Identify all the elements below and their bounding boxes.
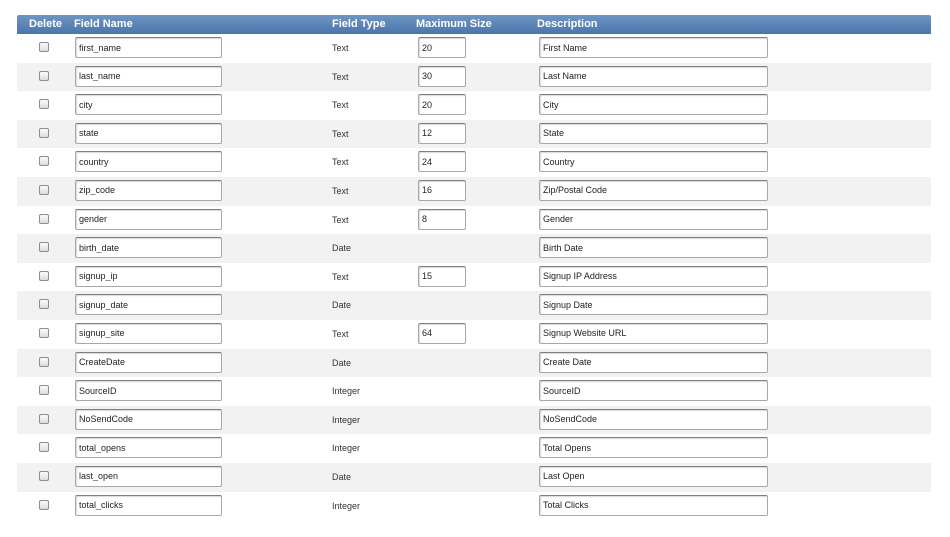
description-input[interactable] — [539, 66, 768, 87]
delete-checkbox[interactable] — [39, 500, 49, 510]
field-name-input[interactable] — [75, 266, 222, 287]
description-input[interactable] — [539, 94, 768, 115]
delete-checkbox[interactable] — [39, 156, 49, 166]
field-name-input[interactable] — [75, 495, 222, 516]
field-type-label: Date — [332, 357, 352, 368]
delete-checkbox[interactable] — [39, 299, 49, 309]
description-input[interactable] — [539, 495, 768, 516]
delete-checkbox[interactable] — [39, 357, 49, 367]
field-type-label: Text — [332, 214, 349, 225]
description-input[interactable] — [539, 437, 768, 458]
maximum-size-input[interactable] — [418, 94, 466, 115]
field-type-label: Integer — [332, 443, 361, 454]
field-type-label: Text — [332, 328, 349, 339]
table-row — [17, 206, 931, 235]
field-name-input[interactable] — [75, 466, 222, 487]
field-type-label: Text — [332, 71, 349, 82]
description-input[interactable] — [539, 466, 768, 487]
header-maximum-size: Maximum Size — [416, 18, 492, 30]
delete-checkbox[interactable] — [39, 99, 49, 109]
field-name-input[interactable] — [75, 66, 222, 87]
table-row — [17, 120, 931, 149]
field-type-label: Text — [332, 100, 349, 111]
table-row — [17, 349, 931, 378]
description-input[interactable] — [539, 151, 768, 172]
table-row — [17, 377, 931, 406]
field-type-label: Integer — [332, 414, 361, 425]
field-name-input[interactable] — [75, 237, 222, 258]
delete-checkbox[interactable] — [39, 128, 49, 138]
description-input[interactable] — [539, 180, 768, 201]
field-name-input[interactable] — [75, 294, 222, 315]
field-name-input[interactable] — [75, 209, 222, 230]
table-row — [17, 234, 931, 263]
field-name-input[interactable] — [75, 352, 222, 373]
maximum-size-input[interactable] — [418, 180, 466, 201]
field-type-label: Text — [332, 128, 349, 139]
field-type-label: Text — [332, 43, 349, 53]
delete-checkbox[interactable] — [39, 414, 49, 424]
maximum-size-input[interactable] — [418, 209, 466, 230]
table-row — [17, 320, 931, 349]
table-row — [17, 406, 931, 435]
field-name-input[interactable] — [75, 37, 222, 58]
description-input[interactable] — [539, 380, 768, 401]
field-name-input[interactable] — [75, 123, 222, 144]
table-row — [17, 463, 931, 492]
delete-checkbox[interactable] — [39, 328, 49, 338]
table-row — [17, 177, 931, 206]
field-type-label: Date — [332, 471, 352, 482]
field-name-input[interactable] — [75, 437, 222, 458]
table-row — [17, 492, 931, 521]
delete-checkbox[interactable] — [39, 271, 49, 281]
delete-checkbox[interactable] — [39, 42, 49, 52]
table-row — [17, 291, 931, 320]
description-input[interactable] — [539, 237, 768, 258]
delete-checkbox[interactable] — [39, 214, 49, 224]
maximum-size-input[interactable] — [418, 151, 466, 172]
maximum-size-input[interactable] — [418, 66, 466, 87]
delete-checkbox[interactable] — [39, 442, 49, 452]
header-description: Description — [537, 18, 598, 30]
delete-checkbox[interactable] — [39, 471, 49, 481]
field-type-label: Date — [332, 243, 352, 254]
field-name-input[interactable] — [75, 151, 222, 172]
description-input[interactable] — [539, 352, 768, 373]
description-input[interactable] — [539, 209, 768, 230]
table-row — [17, 91, 931, 120]
header-field-type: Field Type — [332, 18, 386, 30]
maximum-size-input[interactable] — [418, 323, 466, 344]
field-name-input[interactable] — [75, 380, 222, 401]
table-row — [17, 34, 931, 63]
maximum-size-input[interactable] — [418, 266, 466, 287]
field-name-input[interactable] — [75, 323, 222, 344]
table-row — [17, 263, 931, 292]
description-input[interactable] — [539, 323, 768, 344]
maximum-size-input[interactable] — [418, 123, 466, 144]
delete-checkbox[interactable] — [39, 71, 49, 81]
table-row — [17, 63, 931, 92]
description-input[interactable] — [539, 294, 768, 315]
field-type-label: Text — [332, 157, 349, 168]
maximum-size-input[interactable] — [418, 37, 466, 58]
field-type-label: Text — [332, 185, 349, 196]
delete-checkbox[interactable] — [39, 385, 49, 395]
field-type-label: Integer — [332, 500, 361, 511]
table-header — [17, 15, 931, 34]
field-name-input[interactable] — [75, 409, 222, 430]
description-input[interactable] — [539, 37, 768, 58]
fields-table — [17, 15, 931, 520]
field-name-input[interactable] — [75, 94, 222, 115]
delete-checkbox[interactable] — [39, 185, 49, 195]
field-type-label: Integer — [332, 386, 361, 397]
field-type-label: Date — [332, 300, 352, 311]
table-row — [17, 148, 931, 177]
field-name-input[interactable] — [75, 180, 222, 201]
description-input[interactable] — [539, 409, 768, 430]
description-input[interactable] — [539, 266, 768, 287]
delete-checkbox[interactable] — [39, 242, 49, 252]
header-delete: Delete — [29, 18, 63, 30]
table-body — [17, 34, 931, 520]
description-input[interactable] — [539, 123, 768, 144]
field-type-label: Text — [332, 271, 349, 282]
table-row — [17, 434, 931, 463]
header-field-name: Field Name — [74, 18, 133, 30]
